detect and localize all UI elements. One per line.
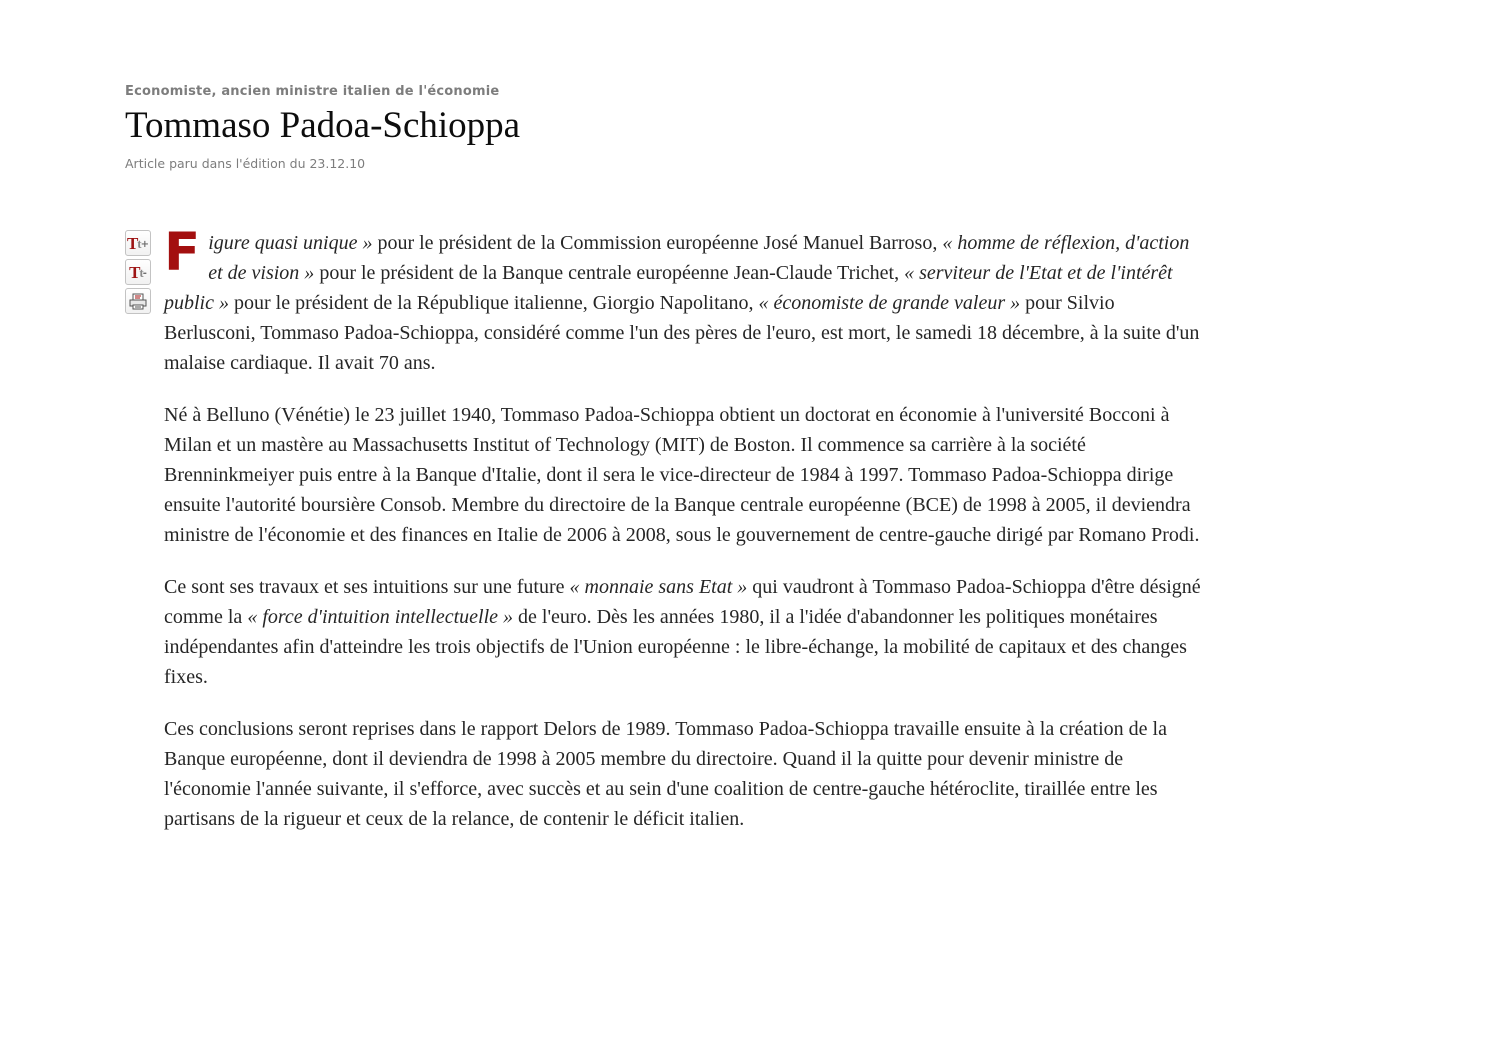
article-paragraph [164, 714, 1204, 834]
article-paragraph [164, 572, 1204, 692]
font-decrease-label-big: T [129, 262, 141, 282]
text-segment: pour le président de la République italienne, Giorgio Napolitano, [229, 292, 759, 314]
quoted-phrase: « force d'intuition intellectuelle » [247, 606, 514, 628]
printer-icon [129, 293, 147, 310]
article-header [125, 84, 520, 171]
font-increase-label-big: T [126, 233, 139, 253]
page-title: Tommaso Padoa-Schioppa [125, 105, 521, 146]
text-segment: pour le président de la Banque centrale européenne Jean-Claude Trichet, [314, 262, 905, 284]
article-paragraph [164, 222, 1204, 378]
quoted-phrase: igure quasi unique » [208, 232, 373, 254]
text-segment: qui vaudront à Tommaso Padoa-Schioppa d'être désigné comme la [164, 576, 1201, 628]
article-toolbar [125, 228, 164, 856]
article-body [125, 222, 1210, 856]
print-button[interactable] [125, 288, 151, 314]
quoted-phrase: « homme de réflexion, d'action et de vision » [208, 232, 1190, 284]
text-segment: pour Silvio Berlusconi, Tommaso Padoa-Schioppa, considéré comme l'un des pères de l'euro, est mort, le samedi 18 décembre, à la suite d'un malaise cardiaque. Il avait 70 ans. [164, 292, 1200, 374]
minus-icon: - [142, 268, 147, 279]
article-text [164, 222, 1204, 856]
article-paragraph [164, 400, 1204, 550]
text-segment: de l'euro. Dès les années 1980, il a l'idée d'abandonner les politiques monétaires indépendantes afin d'atteindre les trois objectifs de l'Union européenne : le libre-échange, la mobilité de capitaux et des changes fixes. [164, 606, 1187, 688]
kicker: Economiste, ancien ministre italien de l'économie [125, 84, 500, 99]
drop-cap: F [164, 222, 201, 283]
text-segment: Ce sont ses travaux et ses intuitions sur une future [164, 576, 570, 598]
text-segment: Né à Belluno (Vénétie) le 23 juillet 1940, Tommaso Padoa-Schioppa obtient un doctorat en économie à l'université Bocconi à Milan et un mastère au Massachusetts Institut of Technology (MIT) de Boston. Il commence sa carrière à la société Brenninkmeiyer puis entre à la Banque d'Italie, dont il sera le vice-directeur de 1984 à 1997. Tommaso Padoa-Schioppa dirige ensuite l'autorité boursière Consob. Membre du directoire de la Banque centrale européenne (BCE) de 1998 à 2005, il deviendra ministre de l'économie et des finances en Italie de 2006 à 2008, sous le gouvernement de centre-gauche dirigé par Romano Prodi. [164, 404, 1200, 546]
plus-icon: + [140, 239, 150, 250]
text-segment: Ces conclusions seront reprises dans le rapport Delors de 1989. Tommaso Padoa-Schioppa travaille ensuite à la création de la Banque européenne, dont il deviendra de 1998 à 2005 membre du directoire. Quand il la quitte pour devenir ministre de l'économie l'année suivante, il s'efforce, avec succès et au sein d'une coalition de centre-gauche hétéroclite, tiraillée entre les partisans de la rigueur et ceux de la relance, de contenir le déficit italien. [164, 718, 1167, 830]
text-segment: pour le président de la Commission européenne José Manuel Barroso, [372, 232, 943, 254]
quoted-phrase: « économiste de grande valeur » [758, 292, 1021, 314]
font-increase-label-small: t [137, 235, 142, 251]
quoted-phrase: « monnaie sans Etat » [569, 576, 748, 598]
quoted-phrase: « serviteur de l'Etat et de l'intérêt public » [164, 262, 1173, 314]
dateline: Article paru dans l'édition du 23.12.10 [125, 155, 366, 171]
font-decrease-button[interactable] [125, 259, 151, 285]
font-decrease-label-small: t [139, 264, 144, 280]
font-increase-button[interactable] [125, 230, 151, 256]
